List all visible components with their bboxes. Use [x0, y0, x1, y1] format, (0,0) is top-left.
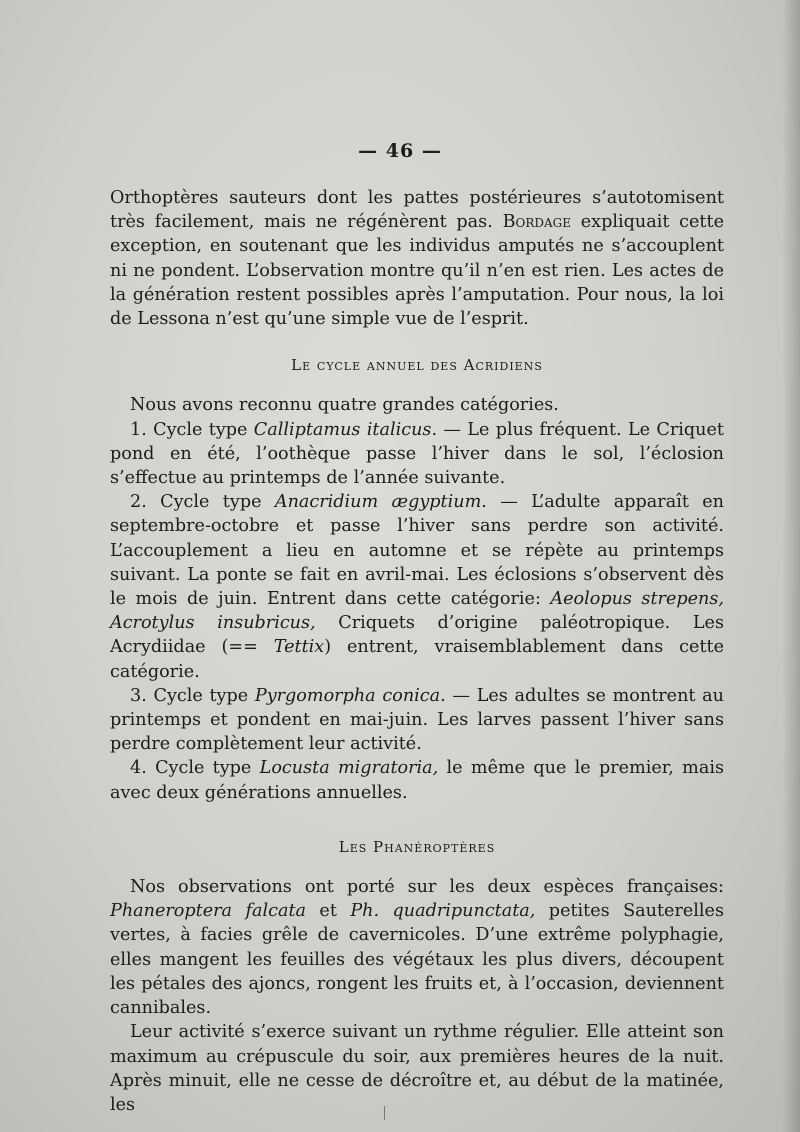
text-run: expliquait cette exception, en soutenant que les individus amputés ne s’accouplent ni ne pondent. L’observation montre qu’il n’en est rien. Les actes de la génération restent possibles après l’amputation. Pour nous, la loi de Lessona n’est qu’une simple vue de l’esprit.: [110, 212, 724, 330]
text-run: ) entrent, vraisemblablement dans cette catégorie.: [110, 637, 724, 682]
text-run: petites Sauterelles vertes, à facies grêle de cavernicoles. D’une extrême polyphagie, elles mangent les feuilles des végétaux les plus divers, découpent les pétales des ajoncs, rongent les fruits et, à l’occasion, deviennent cannibales.: [110, 901, 724, 1019]
section-heading-cycle-annuel: Le cycle annuel des Acridiens: [291, 356, 543, 375]
page-mark: [384, 1106, 385, 1120]
list-item-cycle-4: [110, 756, 724, 804]
section-heading-phaneropteres: Les Phanéroptères: [338, 837, 496, 856]
text-run: — Le plus fréquent. Le Criquet pond en été, l’oothèque passe l’hiver dans le sol, l’éclosion s’effectue au printemps de l’année suivante.: [110, 419, 724, 489]
list-item-cycle-3: [110, 684, 724, 757]
species-name: Anacridium ægyptium.: [274, 492, 487, 513]
item-number: 2. Cycle type: [130, 492, 275, 513]
page-number: — 46 —: [358, 140, 442, 162]
paragraph-intro: Nous avons reconnu quatre grandes catégories.: [130, 395, 559, 416]
species-name: Pyrgomorpha conica.: [254, 685, 446, 706]
species-name: Locusta migratoria,: [259, 758, 439, 779]
paragraph-phaneropteres-2: Leur activité s’exerce suivant un rythme régulier. Elle atteint son maximum au crépuscule du soir, aux premières heures de la nuit. Après minuit, elle ne cesse de décroître et, au début de la matinée, les: [110, 1022, 724, 1115]
item-number: 4. Cycle type: [130, 758, 260, 779]
paragraph-phaneropteres-1: [110, 875, 724, 1020]
item-number: 3. Cycle type: [130, 685, 255, 706]
species-name: Ph. quadripunctata,: [350, 901, 536, 922]
text-run: et: [306, 901, 351, 922]
species-name: Phaneroptera falcata: [110, 901, 306, 922]
species-name: Tettix: [273, 637, 325, 658]
list-item-cycle-1: [110, 418, 724, 491]
page-body: [110, 186, 724, 1117]
species-name: Calliptamus italicus.: [253, 419, 438, 440]
list-item-cycle-2: [110, 490, 724, 684]
species-name: Aeolopus strepens, Acrotylus insubricus,: [110, 589, 724, 634]
paragraph-lessona: [110, 186, 724, 331]
item-number: 1. Cycle type: [130, 419, 254, 440]
text-run: Nos observations ont porté sur les deux espèces françaises:: [130, 877, 724, 898]
text-run: — L’adulte apparaît en septembre-octobre et passe l’hiver sans perdre son activité. L’accouplement a lieu en automne et se répète au printemps suivant. La ponte se fait en avril-mai. Les éclosions s’observent dès le mois de juin. Entrent dans cette catégorie:: [110, 492, 725, 610]
text-run: le même que le premier, mais avec deux générations annuelles.: [110, 758, 724, 803]
text-run: — Les adultes se montrent au printemps et pondent en mai-juin. Les larves passent l’hiver sans perdre complètement leur activité.: [110, 685, 725, 755]
author-name-bordage: Bordage: [502, 212, 571, 233]
text-run: Orthoptères sauteurs dont les pattes postérieures s’autotomisent très facilement, mais ne régénèrent pas.: [110, 188, 724, 233]
text-run: Criquets d’origine paléotropique. Les Acrydiidae (==: [110, 613, 724, 658]
